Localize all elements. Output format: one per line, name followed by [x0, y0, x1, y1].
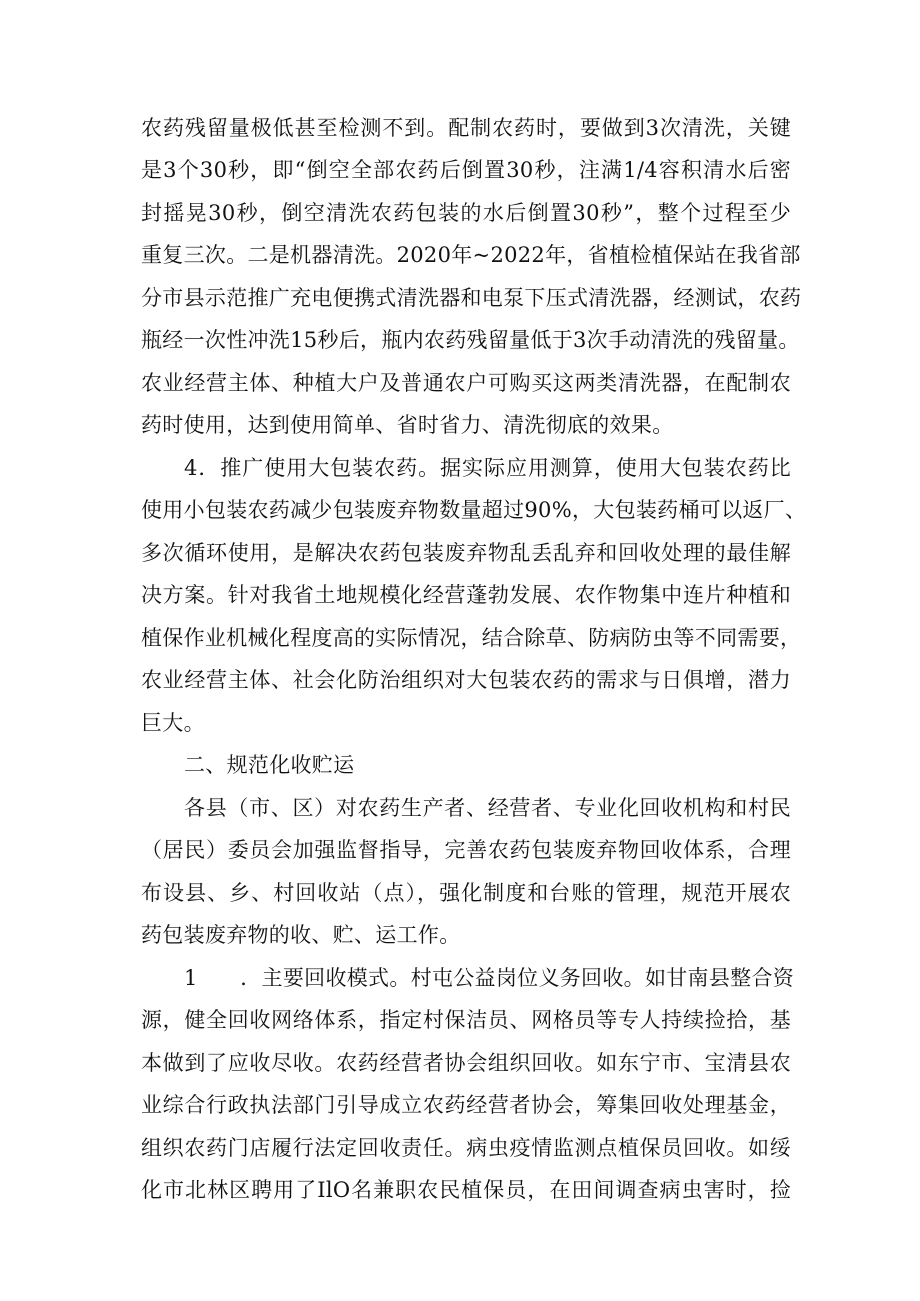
body-text-line: 多次循环使用，是解决农药包装废弃物乱丢乱弃和回收处理的最佳解	[141, 541, 791, 565]
section-heading: 二、规范化收贮运	[184, 753, 355, 777]
body-text-line: 使用小包装农药减少包装废弃物数量超过90%，大包装药桶可以返厂、	[141, 498, 807, 522]
body-text-line: 巨大。	[141, 711, 205, 735]
body-text-line: 1 ．主要回收模式。村屯公益岗位义务回收。如甘南县整合资	[184, 966, 795, 990]
body-text-line: 瓶经一次性冲洗15秒后，瓶内农药残留量低于3次手动清洗的残留量。	[141, 328, 800, 352]
body-text-line: （居民）委员会加强监督指导，完善农药包装废弃物回收体系，合理	[141, 838, 791, 862]
body-text-line: 植保作业机械化程度高的实际情况，结合除草、防病防虫等不同需要，	[141, 626, 802, 650]
body-text-line: 4．推广使用大包装农药。据实际应用测算，使用大包装农药比	[184, 456, 791, 480]
body-text-line: 业综合行政执法部门引导成立农药经营者协会，筹集回收处理基金，	[141, 1093, 791, 1117]
body-text-line: 药时使用，达到使用简单、省时省力、清洗彻底的效果。	[141, 413, 674, 437]
body-text-line: 药包装废弃物的收、贮、运工作。	[141, 923, 461, 947]
body-text-line: 农业经营主体、社会化防治组织对大包装农药的需求与日俱增，潜力	[141, 668, 791, 692]
body-text-line: 化市北林区聘用了IlO名兼职农民植保员，在田间调查病虫害时，捡	[141, 1178, 791, 1202]
body-text-line: 本做到了应收尽收。农药经营者协会组织回收。如东宁市、宝清县农	[141, 1051, 791, 1075]
body-text-line: 决方案。针对我省土地规模化经营蓬勃发展、农作物集中连片种植和	[141, 583, 791, 607]
body-text-line: 农药残留量极低甚至检测不到。配制农药时，要做到3次清洗，关键	[141, 116, 791, 140]
body-text-line: 封摇晃30秒，倒空清洗农药包装的水后倒置30秒”，整个过程至少	[141, 201, 791, 225]
body-text-line: 组织农药门店履行法定回收责任。病虫疫情监测点植保员回收。如绥	[141, 1136, 791, 1160]
body-text-line: 各县（市、区）对农药生产者、经营者、专业化回收机构和村民	[184, 796, 791, 820]
body-text-line: 布设县、乡、村回收站（点），强化制度和台账的管理，规范开展农	[141, 881, 791, 905]
body-text-line: 分市县示范推广充电便携式清洗器和电泵下压式清洗器，经测试，农药	[141, 286, 802, 310]
body-text-line: 源，健全回收网络体系，指定村保洁员、网格员等专人持续捡拾，基	[141, 1008, 791, 1032]
body-text-line: 农业经营主体、种植大户及普通农户可购买这两类清洗器，在配制农	[141, 371, 791, 395]
body-text-line: 重复三次。二是机器清洗。2020年~2022年，省植检植保站在我省部	[141, 243, 801, 267]
body-text-line: 是3个30秒，即“倒空全部农药后倒置30秒，注满1/4容积清水后密	[141, 158, 791, 182]
